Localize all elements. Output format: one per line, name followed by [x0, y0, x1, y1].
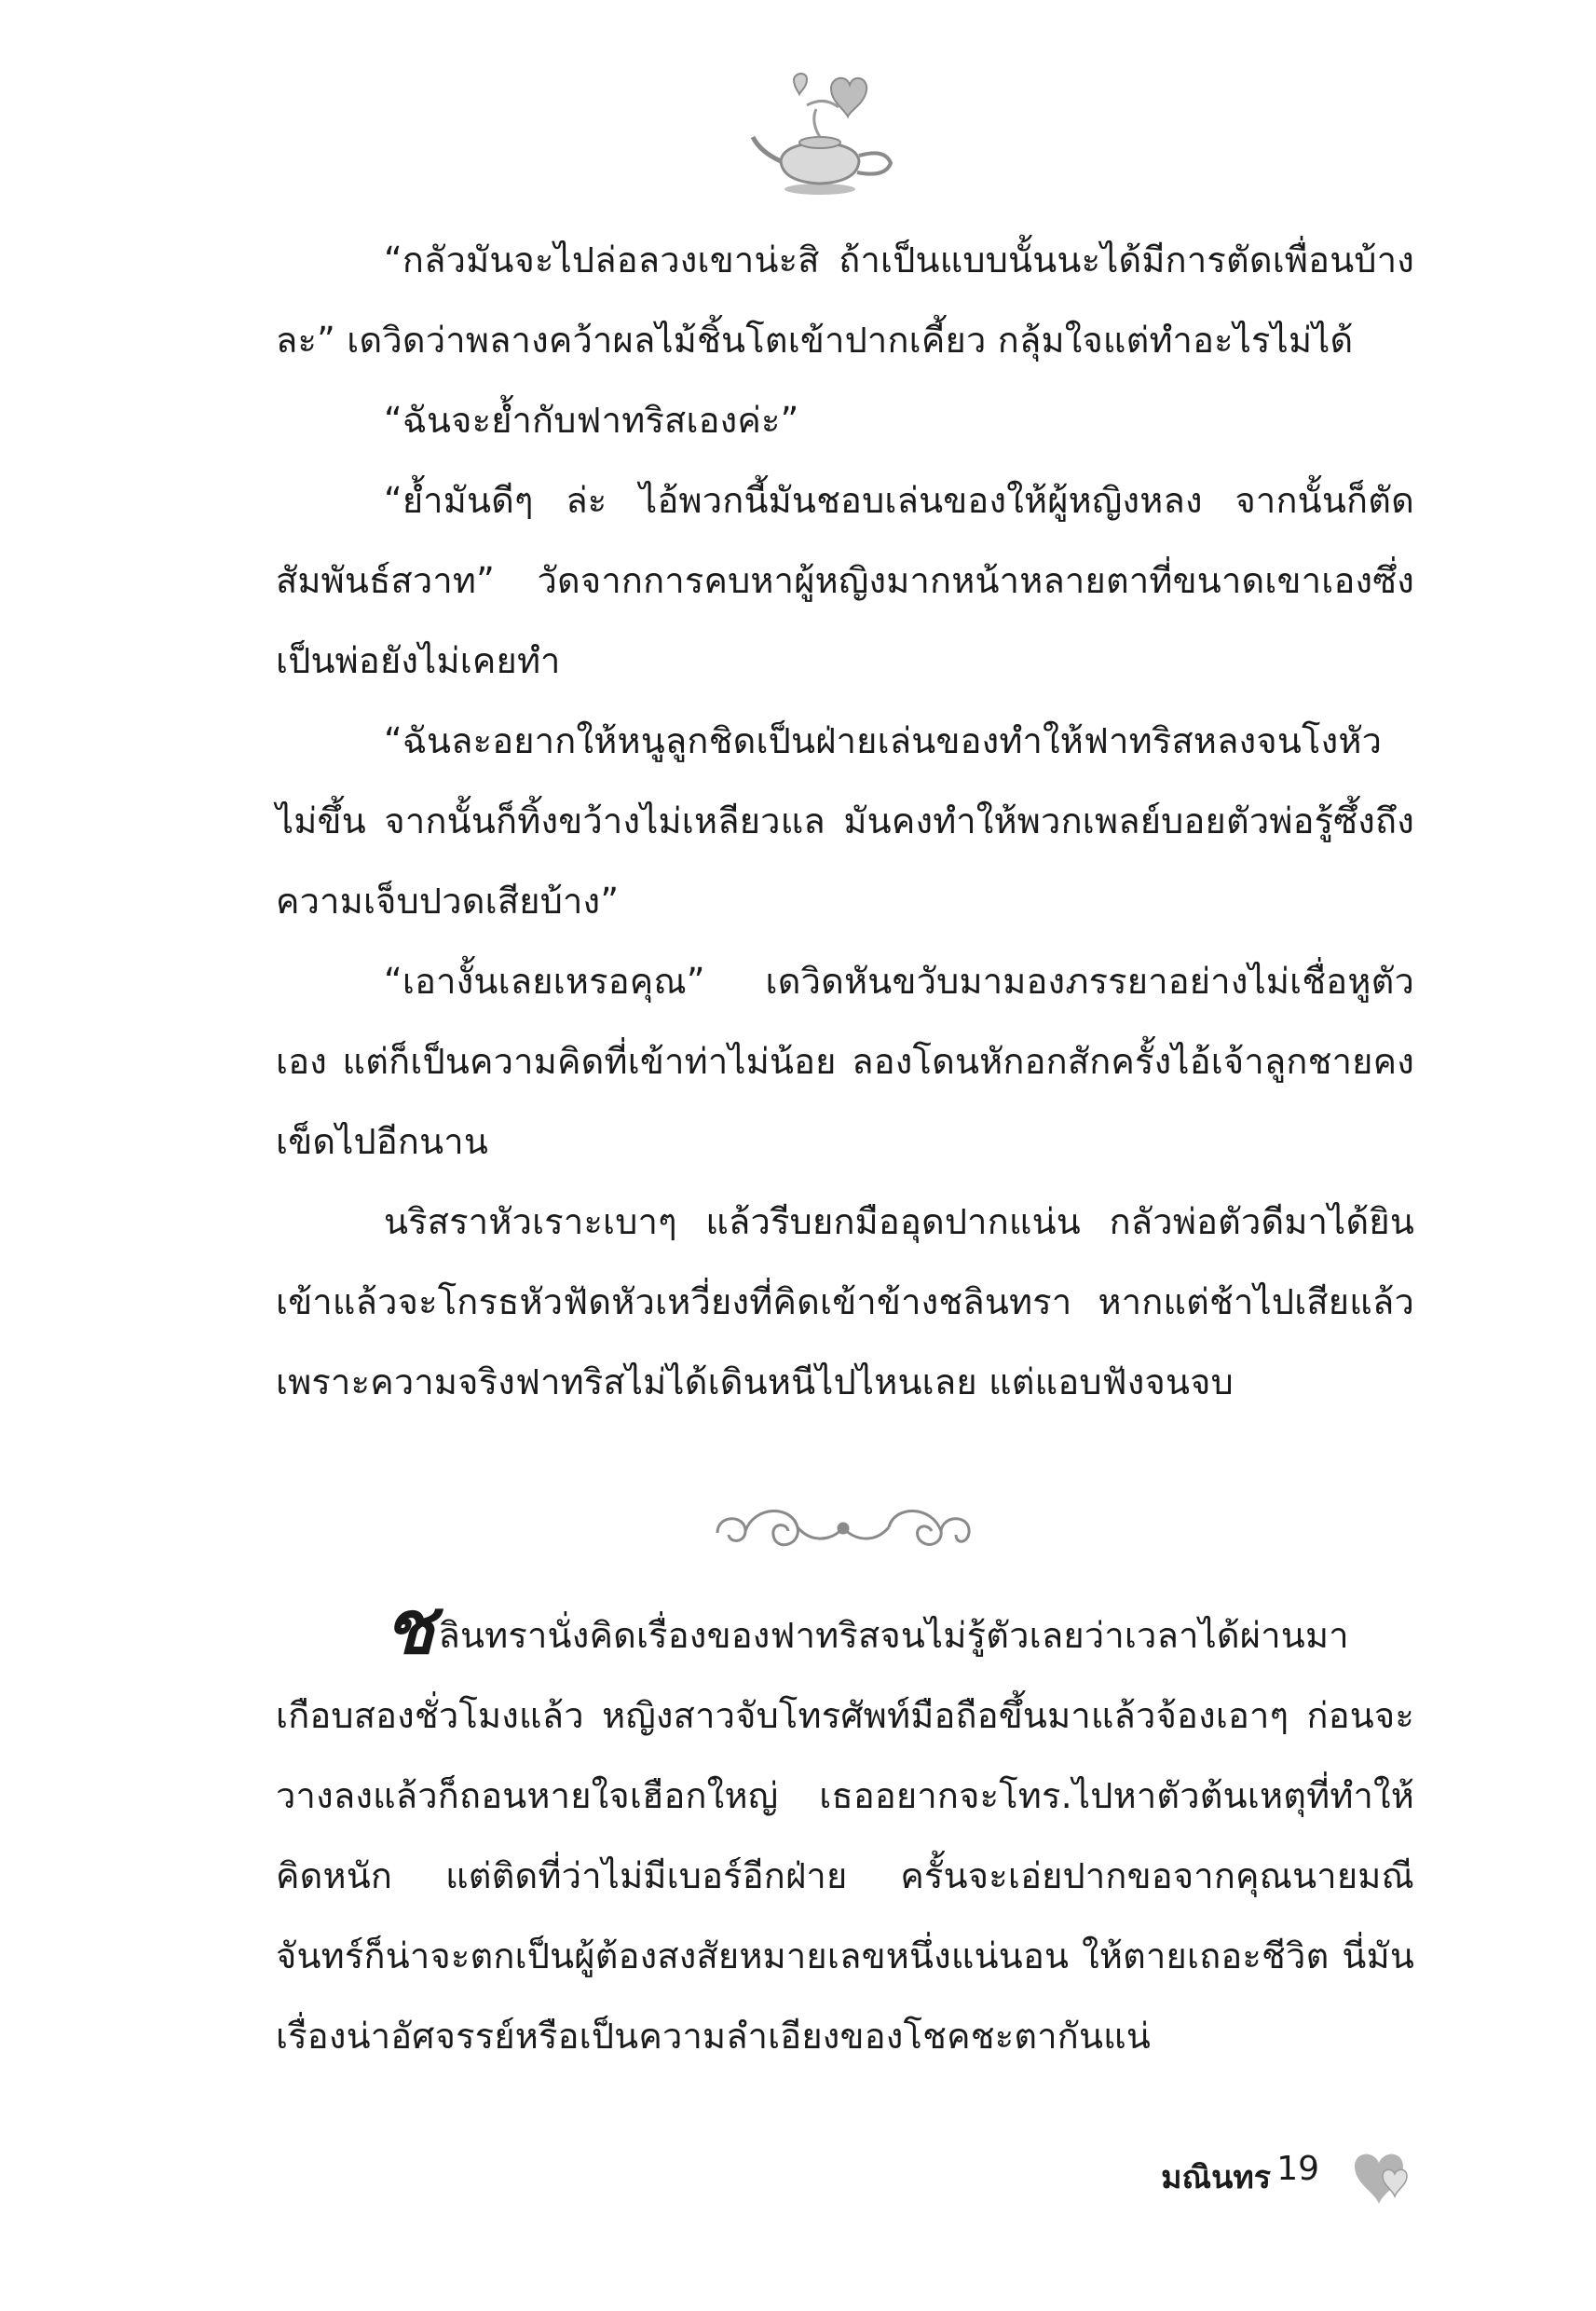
paragraph-text: ลินทรานั่งคิดเรื่องของฟาทริสจนไม่รู้ตัวเลยว่าเวลาได้ผ่านมาเกือบสองชั่วโมงแล้ว หญิงสาวจับโทรศัพท์มือถือขึ้นมาแล้วจ้องเอาๆ ก่อนจะวางลงแล้วก็ถอนหายใจเฮือกใหญ่ เธออยากจะโทร.ไปหาตัวต้นเหตุที่ทำให้คิดหนัก แต่ติดที่ว่าไม่มีเบอร์อีกฝ่าย ครั้นจะเอ่ยปากขอจากคุณนายมณีจันทร์ก็น่าจะตกเป็นผู้ต้องสงสัยหมายเลขหนึ่งแน่นอน ให้ตายเถอะชีวิต นี่มันเรื่องน่าอัศจรรย์หรือเป็นความลำเอียงของโชคชะตากันแน่: [276, 1615, 1414, 2057]
page-footer: [1025, 2139, 1416, 2213]
scroll-flourish-icon: [708, 1486, 978, 1570]
paragraph: [276, 1583, 1414, 2076]
paragraph: “เอางั้นเลยเหรอคุณ” เดวิดหันขวับมามองภรรยาอย่างไม่เชื่อหูตัวเอง แต่ก็เป็นความคิดที่เข้าท่าไม่น้อย ลองโดนหักอกสักครั้งไอ้เจ้าลูกชายคงเข็ดไปอีกนาน: [276, 961, 1414, 1162]
page-number: 19: [1276, 2150, 1319, 2188]
running-title: มณินทร: [1161, 2159, 1271, 2196]
teapot-cupid-icon: [727, 51, 913, 210]
section-2: [276, 1583, 1414, 2076]
drop-cap: ช: [384, 1583, 435, 1671]
paragraph: “ฉันละอยากให้หนูลูกชิดเป็นฝ่ายเล่นของทำให้ฟาทริสหลงจนโงหัวไม่ขึ้น จากนั้นก็ทิ้งขว้างไม่เหลียวแล มันคงทำให้พวกเพลย์บอยตัวพ่อรู้ซึ้งถึงความเจ็บปวดเสียบ้าง”: [276, 720, 1414, 922]
section-1: [276, 220, 1414, 1422]
heart-icon: [1342, 2139, 1416, 2213]
paragraph: “กลัวมันจะไปล่อลวงเขาน่ะสิ ถ้าเป็นแบบนั้นนะได้มีการตัดเพื่อนบ้างละ” เดวิดว่าพลางคว้าผลไม้ชิ้นโตเข้าปากเคี้ยว กลุ้มใจแต่ทำอะไรไม่ได้: [276, 239, 1414, 361]
paragraph: “ฉันจะย้ำกับฟาทริสเองค่ะ”: [384, 400, 799, 441]
paragraph: “ย้ำมันดีๆ ล่ะ ไอ้พวกนี้มันชอบเล่นของให้ผู้หญิงหลง จากนั้นก็ตัดสัมพันธ์สวาท” วัดจากการคบหาผู้หญิงมากหน้าหลายตาที่ขนาดเขาเองซึ่งเป็นพ่อยังไม่เคยทำ: [276, 480, 1414, 681]
paragraph: นริสราหัวเราะเบาๆ แล้วรีบยกมืออุดปากแน่น กลัวพ่อตัวดีมาได้ยินเข้าแล้วจะโกรธหัวฟัดหัวเหวี่ยงที่คิดเข้าข้างชลินทรา หากแต่ช้าไปเสียแล้ว เพราะความจริงฟาทริสไม่ได้เดินหนีไปไหนเลย แต่แอบฟังจนจบ: [276, 1201, 1414, 1402]
